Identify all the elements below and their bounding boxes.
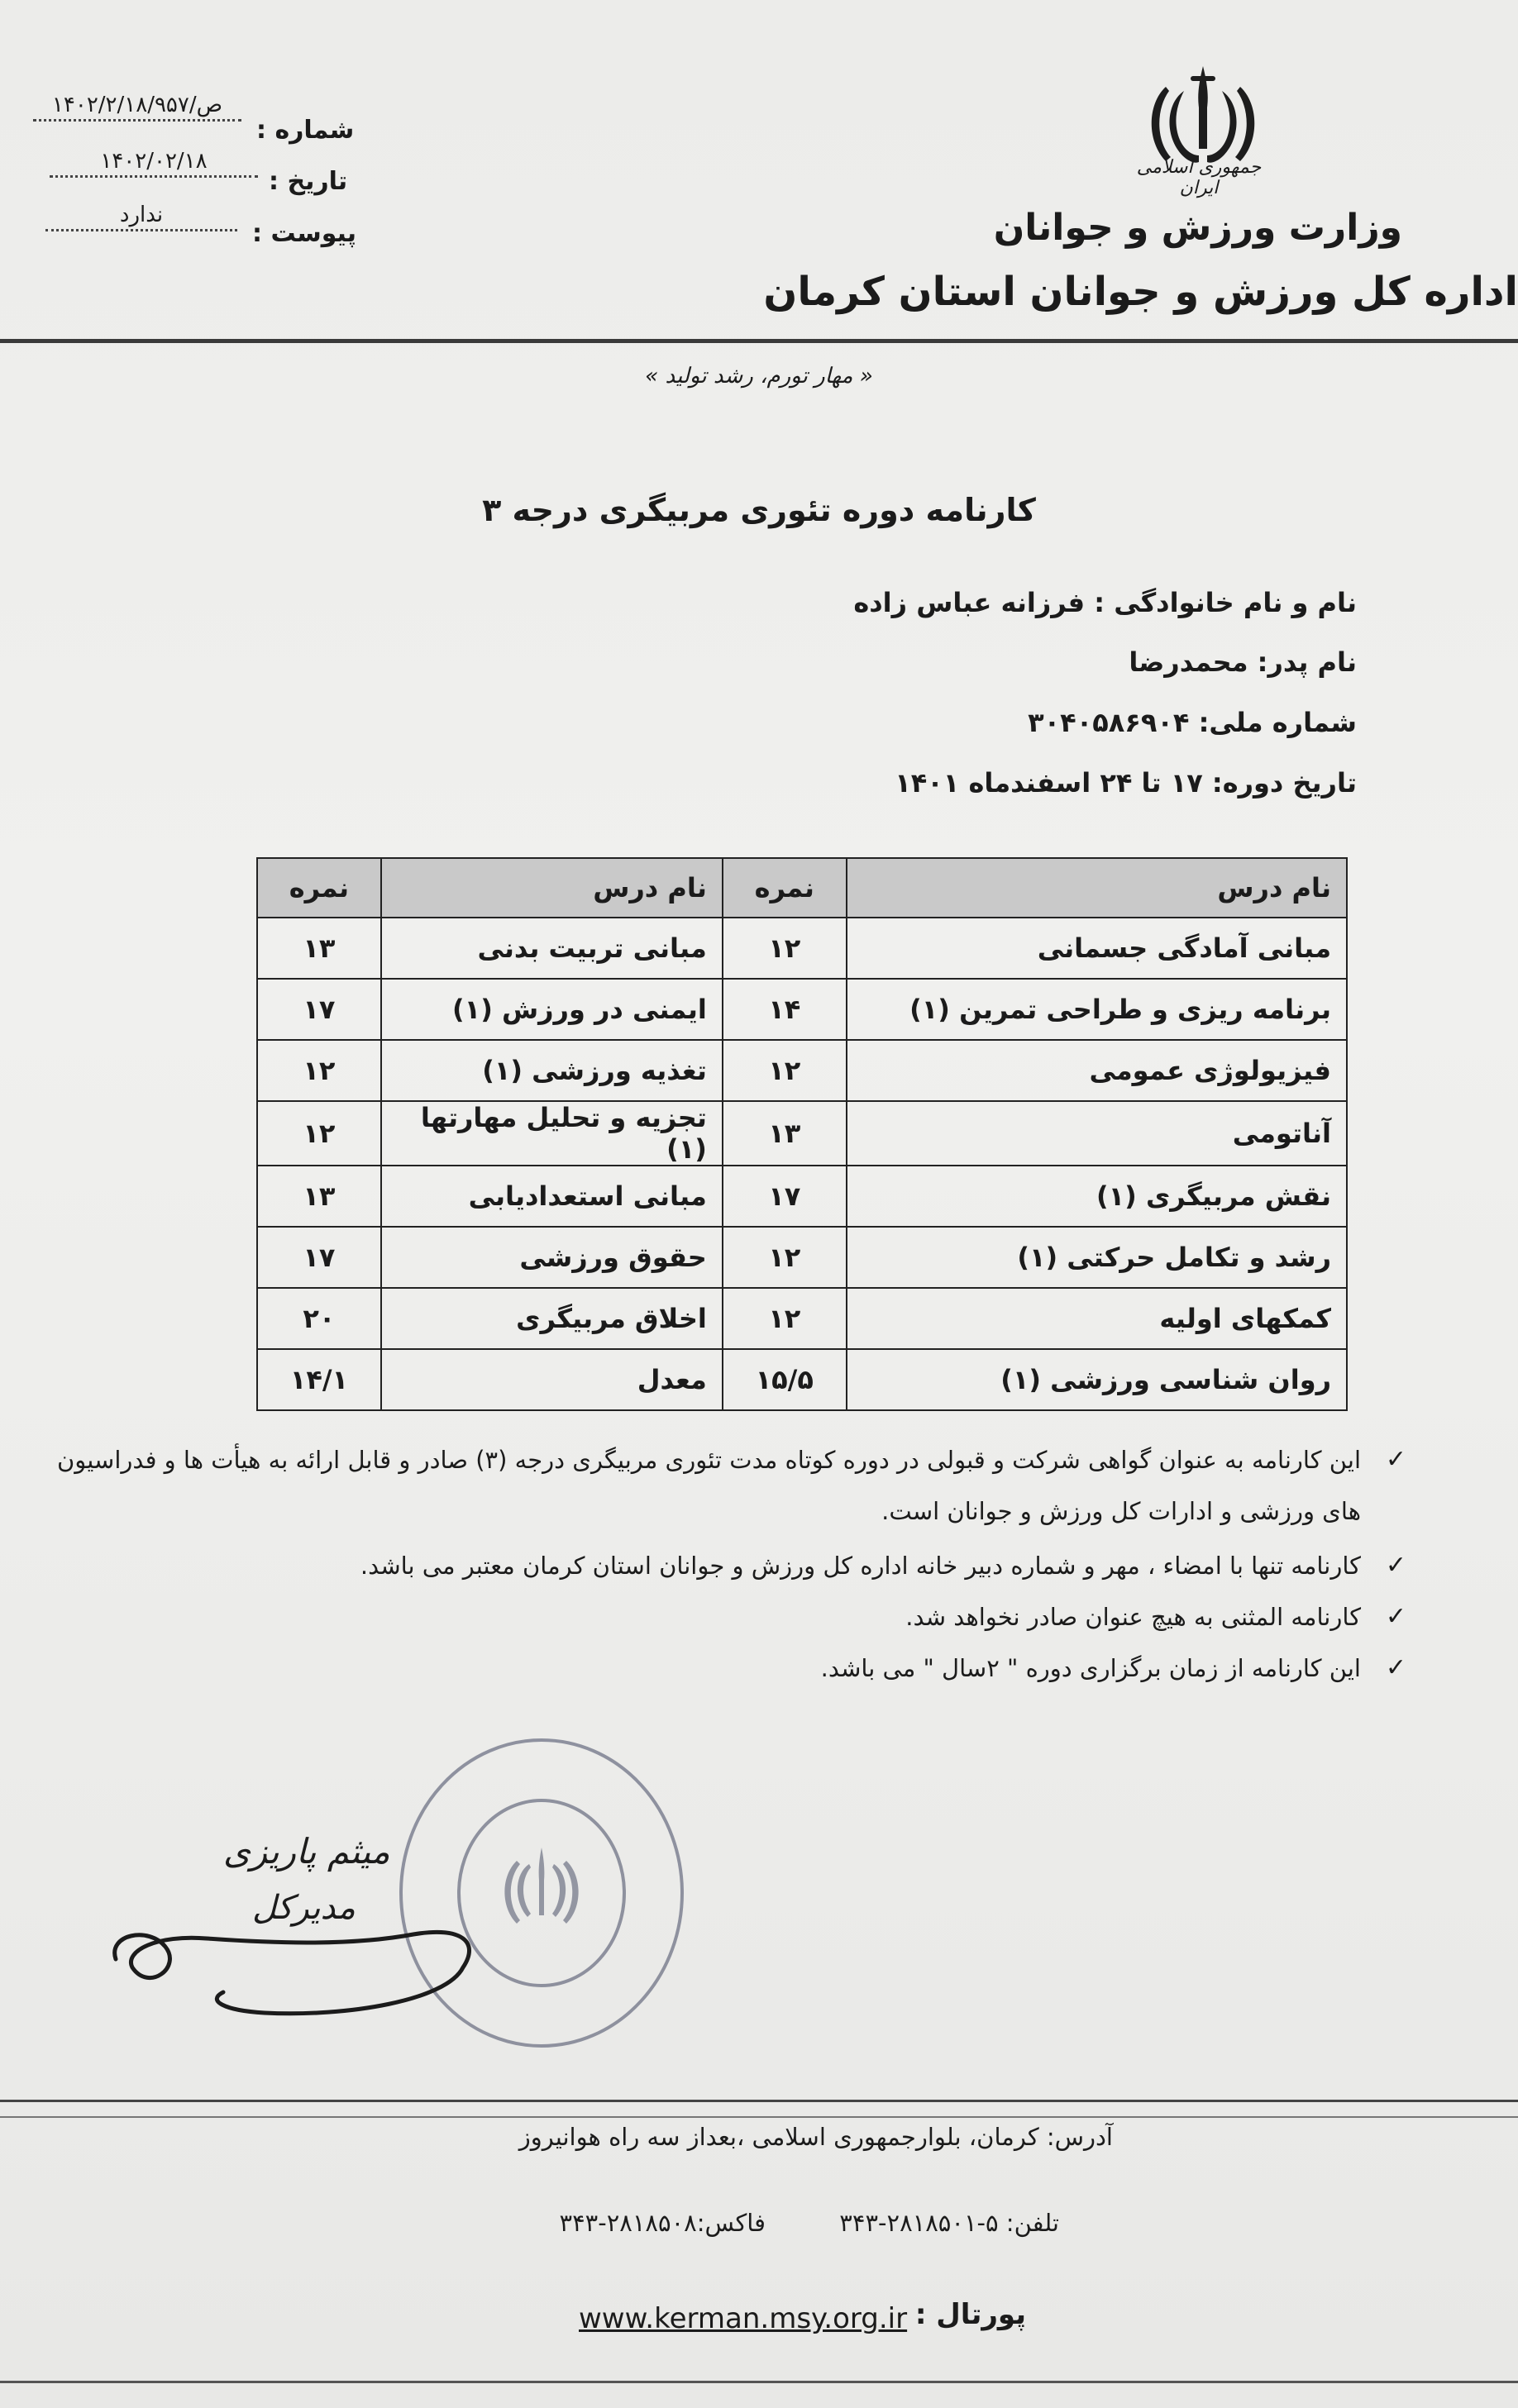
portal-label: پورتال :	[914, 2298, 1026, 2331]
column-header-course: نام درس	[381, 858, 723, 918]
table-row	[257, 1288, 1347, 1349]
grade-cell: ۱۷	[723, 1166, 847, 1227]
name-value: فرزانه عباس زاده	[853, 587, 1086, 618]
course-cell: فیزیولوژی عمومی	[847, 1040, 1347, 1101]
signatory-title: مدیرکل	[252, 1889, 356, 1927]
list-item	[17, 1434, 1406, 1537]
column-header-course: نام درس	[847, 858, 1347, 918]
checkmark-icon: ✓	[1385, 1602, 1406, 1631]
table-row	[257, 918, 1347, 979]
table-row	[257, 1040, 1347, 1101]
header-divider	[0, 339, 1518, 343]
signatory-name: میثم پاریزی	[223, 1831, 390, 1872]
course-cell: آناتومی	[847, 1101, 1347, 1166]
course-cell: مبانی آمادگی جسمانی	[847, 918, 1347, 979]
father-row	[1129, 646, 1357, 678]
number-label: شماره :	[256, 116, 355, 145]
course-cell: تغذیه ورزشی (۱)	[381, 1040, 723, 1101]
checkmark-icon: ✓	[1385, 1653, 1406, 1682]
ministry-name: وزارت ورزش و جوانان	[993, 207, 1402, 249]
column-header-grade: نمره	[723, 858, 847, 918]
footer-divider	[0, 2116, 1518, 2118]
grade-cell: ۱۷	[257, 1227, 381, 1288]
note-text: این کارنامه به عنوان گواهی شرکت و قبولی در دوره کوتاه مدت تئوری مربیگری درجه (۳) صادر و قابل ارائه به هیأت ها و فدراسیون های ورزشی و ادارات کل ورزش و جوانان است.	[56, 1446, 1361, 1525]
course-date-row	[895, 767, 1357, 799]
average-label-cell: معدل	[381, 1349, 723, 1410]
course-cell: نقش مربیگری (۱)	[847, 1166, 1347, 1227]
father-label: نام پدر:	[1257, 646, 1357, 678]
date-value: ۱۴۰۲/۰۲/۱۸	[50, 149, 258, 178]
table-row	[257, 1227, 1347, 1288]
course-cell: کمکهای اولیه	[847, 1288, 1347, 1349]
course-date-label: تاریخ دوره:	[1211, 767, 1357, 799]
list-item	[17, 1643, 1406, 1694]
grade-cell: ۱۷	[257, 979, 381, 1040]
attachment-value: ندارد	[45, 203, 237, 231]
grade-cell: ۱۳	[723, 1101, 847, 1166]
date-label: تاریخ :	[269, 167, 348, 196]
checkmark-icon: ✓	[1385, 1551, 1406, 1580]
footer-divider	[0, 2100, 1518, 2102]
national-id-value: ۳۰۴۰۵۸۶۹۰۴	[1028, 707, 1190, 738]
list-item	[17, 1591, 1406, 1643]
grade-cell: ۱۲	[723, 1227, 847, 1288]
grade-cell: ۱۲	[723, 1040, 847, 1101]
grade-cell: ۲۰	[257, 1288, 381, 1349]
grade-cell: ۱۲	[723, 1288, 847, 1349]
course-date-value: ۱۷ تا ۲۴ اسفندماه ۱۴۰۱	[895, 767, 1203, 799]
grade-cell: ۱۳	[257, 918, 381, 979]
name-row	[853, 587, 1357, 618]
phone: تلفن: ۵-۲۸۱۸۵۰۱-۳۴۳	[839, 2209, 1059, 2237]
course-cell: رشد و تکامل حرکتی (۱)	[847, 1227, 1347, 1288]
directorate-name: اداره کل ورزش و جوانان استان کرمان	[763, 269, 1518, 315]
course-cell: ایمنی در ورزش (۱)	[381, 979, 723, 1040]
fax: فاکس:۲۸۱۸۵۰۸-۳۴۳	[559, 2209, 766, 2237]
national-id-label: شماره ملی:	[1198, 707, 1357, 738]
grade-cell: ۱۲	[257, 1040, 381, 1101]
average-grade-cell: ۱۴/۱	[257, 1349, 381, 1410]
course-cell: اخلاق مربیگری	[381, 1288, 723, 1349]
notes-list	[17, 1434, 1406, 1694]
address: آدرس: کرمان، بلوارجمهوری اسلامی ،بعداز سه راه هوانیروز	[518, 2123, 1113, 2151]
list-item	[17, 1540, 1406, 1591]
father-value: محمدرضا	[1129, 646, 1248, 678]
national-id-row	[1028, 707, 1357, 738]
note-text: کارنامه تنها با امضاء ، مهر و شماره دبیر خانه اداره کل ورزش و جوانان استان کرمان معتبر می باشد.	[360, 1552, 1361, 1580]
grade-cell: ۱۳	[257, 1166, 381, 1227]
name-label: نام و نام خانوادگی :	[1094, 587, 1357, 618]
attachment-label: پیوست :	[252, 219, 357, 248]
column-header-grade: نمره	[257, 858, 381, 918]
grades-table	[256, 857, 1348, 1411]
grade-cell: ۱۲	[257, 1101, 381, 1166]
grade-cell: ۱۲	[723, 918, 847, 979]
table-row	[257, 1101, 1347, 1166]
page-title: کارنامه دوره تئوری مربیگری درجه ۳	[482, 492, 1036, 528]
note-text: این کارنامه از زمان برگزاری دوره " ۲سال " می باشد.	[820, 1654, 1361, 1682]
portal-link[interactable]: www.kerman.msy.org.ir	[579, 2302, 908, 2335]
course-cell: مبانی استعدادیابی	[381, 1166, 723, 1227]
table-row	[257, 979, 1347, 1040]
grade-cell: ۱۵/۵	[723, 1349, 847, 1410]
number-value: ۱۴۰۲/۲/۱۸/ص/۹۵۷	[33, 93, 241, 122]
slogan: « مهار تورم، رشد تولید »	[645, 364, 873, 389]
republic-caption: جمهوری اسلامی ایران	[1136, 157, 1262, 198]
grade-cell: ۱۴	[723, 979, 847, 1040]
table-row	[257, 1349, 1347, 1410]
table-row	[257, 1166, 1347, 1227]
course-cell: مبانی تربیت بدنی	[381, 918, 723, 979]
course-cell: تجزیه و تحلیل مهارتها (۱)	[381, 1101, 723, 1166]
note-text: کارنامه المثنی به هیچ عنوان صادر نخواهد شد.	[905, 1603, 1361, 1631]
table-header-row	[257, 858, 1347, 918]
checkmark-icon: ✓	[1385, 1445, 1406, 1474]
course-cell: حقوق ورزشی	[381, 1227, 723, 1288]
course-cell: برنامه ریزی و طراحی تمرین (۱)	[847, 979, 1347, 1040]
course-cell: روان شناسی ورزشی (۱)	[847, 1349, 1347, 1410]
bottom-divider	[0, 2381, 1518, 2383]
